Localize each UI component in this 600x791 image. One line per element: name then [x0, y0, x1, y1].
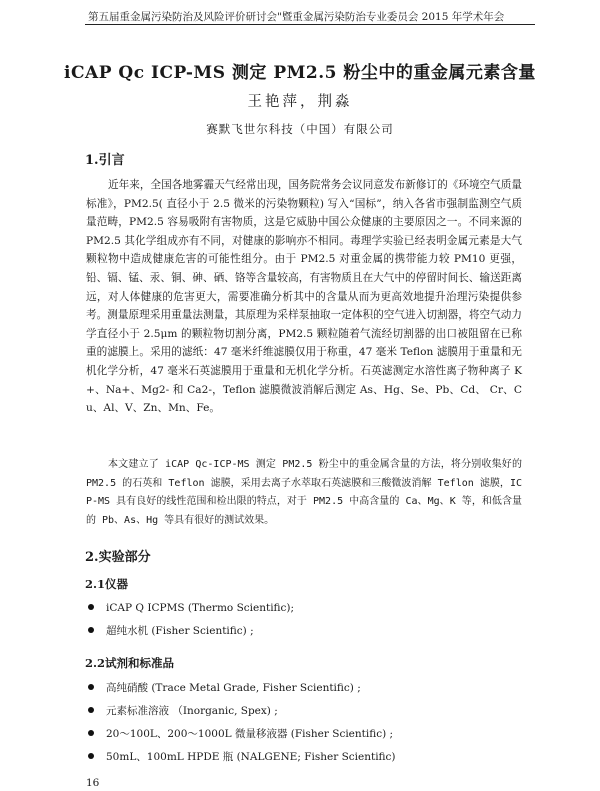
- intro-paragraph-2: 本文建立了 iCAP Qc-ICP-MS 测定 PM2.5 粉尘中的重金属含量的方法，将分别收集好的PM2.5 的石英和 Teflon 滤膜，采用去离子水萃取石英滤膜和三酸微波消解 Teflon 滤膜，ICP-MS 具有良好的线性范围和检出限的特点，对于 PM2.5 中高含量的 Ca、Mg、K 等，和低含量的 Pb、As、Hg 等具有很好的测试效果。: [86, 459, 522, 526]
- list-item: 超纯水机 (Fisher Scientific) ;: [88, 620, 294, 643]
- bullet-icon: [88, 707, 94, 713]
- page-number: 16: [86, 777, 100, 789]
- bullet-icon: [88, 627, 94, 633]
- list-item: 50mL、100mL HPDE 瓶 (NALGENE; Fisher Scientific): [88, 746, 396, 769]
- bullet-icon: [88, 604, 94, 610]
- section-heading-experimental: 2.实验部分: [85, 550, 151, 565]
- list-item: 高纯硝酸 (Trace Metal Grade, Fisher Scientific) ;: [88, 677, 396, 700]
- paper-affiliation: 赛默飞世尔科技（中国）有限公司: [206, 122, 394, 136]
- section-heading-introduction: 1.引言: [85, 153, 125, 168]
- list-item: 20～100L、200～1000L 微量移液器 (Fisher Scientific) ;: [88, 723, 396, 746]
- list-item: iCAP Q ICPMS (Thermo Scientific);: [88, 597, 294, 620]
- subsection-heading-reagents: 2.2试剂和标准品: [85, 656, 175, 670]
- header-rule: [85, 24, 535, 25]
- reagents-list: [88, 677, 396, 769]
- paper-title: iCAP Qc ICP-MS 测定 PM2.5 粉尘中的重金属元素含量: [64, 63, 536, 83]
- bullet-icon: [88, 753, 94, 759]
- subsection-heading-instruments: 2.1仪器: [85, 577, 129, 591]
- list-item: 元素标准溶液 （Inorganic, Spex) ;: [88, 700, 396, 723]
- intro-paragraph-1: 近年来，全国各地雾霾天气经常出现，国务院常务会议同意发布新修订的《环境空气质量标准》，PM2.5( 直径小于 2.5 微米的污染物颗粒) 写入“国标”，纳入各省市强制监测空气质量范畴，PM2.5 容易吸附有害物质，这是它威胁中国公众健康的主要原因之一。不同来源的 PM2.5 其化学组成亦有不同，对健康的影响亦不相同。毒理学实验已经表明金属元素是大气颗粒物中造成健康危害的可能性组分。由于 PM2.5 对重金属的携带能力较 PM10 更强，铅、镉、锰、汞、铜、砷、硒、铬等含量较高，有害物质且在大气中的停留时间长、输送距离远，对人体健康的危害更大，需要准确分析其中的含量从而为更高效地提升治理污染提供参考。测量原理采用重量法测量，其原理为采样泵抽取一定体积的空气进入切割器，将空气动力学直径小于 2.5μm 的颗粒物切割分离，PM2.5 颗粒随着气流经切割器的出口被阻留在已称重的滤膜上。采用的滤纸：47 毫米纤维滤膜仅用于称重，47 毫米 Teflon 滤膜用于重量和无机化学分析，47 毫米石英滤膜用于重量和无机化学分析。石英滤测定水溶性离子物种离子 K+、Na+、Mg2- 和 Ca2-，Teflon 滤膜微波消解后测定 As、Hg、Se、Pb、Cd、 Cr、Cu、Al、V、Zn、Mn、Fe。: [86, 179, 522, 415]
- running-header: 第五届重金属污染防治及风险评价研讨会"暨重金属污染防治专业委员会 2015 年学术年会: [88, 11, 505, 23]
- bullet-icon: [88, 730, 94, 736]
- paper-authors: 王艳萍，荆淼: [247, 94, 353, 110]
- bullet-icon: [88, 684, 94, 690]
- instruments-list: [88, 597, 294, 643]
